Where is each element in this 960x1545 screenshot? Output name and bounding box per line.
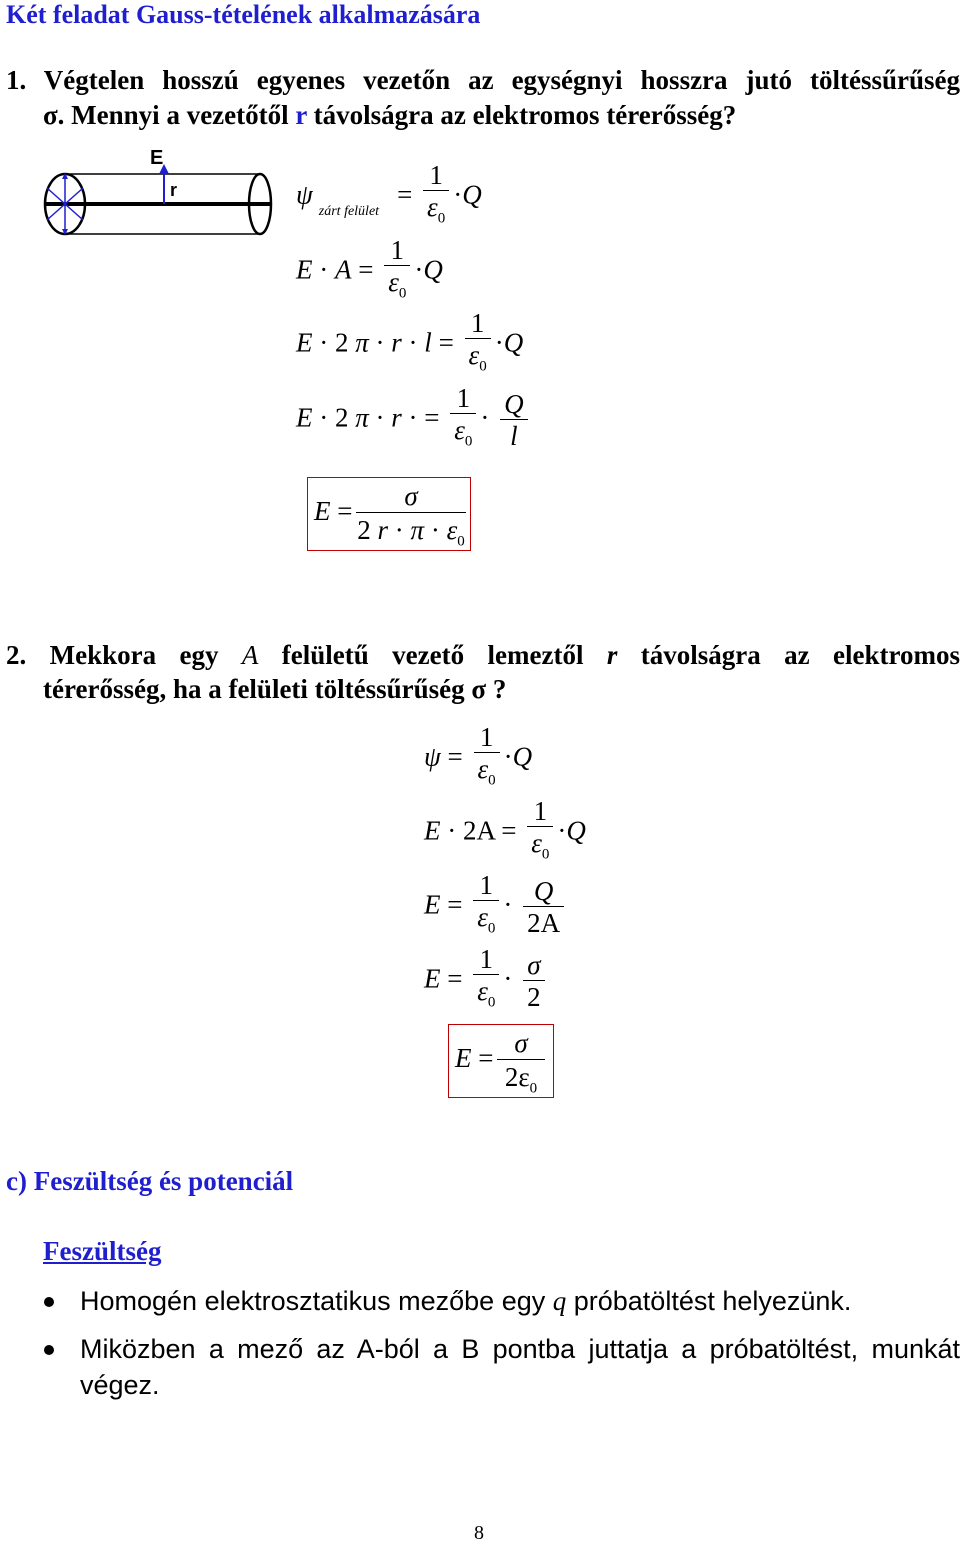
field-arrow-ur xyxy=(65,188,83,204)
problem-1-text: Végtelen hosszú egyenes vezetőn az egységnyi hosszra jutó töltéssűrűség xyxy=(43,65,960,95)
field-arrow-dr xyxy=(65,204,83,220)
frac-1-eps0: $\frac{1}{\varepsilon_0}$ xyxy=(474,722,500,796)
frac-1-eps0: $\frac{1}{\varepsilon_0}$ xyxy=(473,944,499,1018)
eq2-E-sigma2: E = $\frac{1}{\varepsilon_0}$ · $\frac{\sigma}{2}$ xyxy=(424,944,549,1018)
problem-1-line-1 xyxy=(6,63,960,97)
problem-1-number: 1. xyxy=(6,65,27,95)
subheading: Feszültség xyxy=(43,1236,162,1266)
frac-1-eps0: $\frac{1}{\varepsilon_0}$ xyxy=(473,870,499,944)
frac-1-eps0: $\frac{1}{\varepsilon_0}$ xyxy=(384,235,410,309)
frac-1-eps0: $\frac{1}{\varepsilon_0}$ xyxy=(423,160,449,234)
frac-Q-2A: $\frac{Q}{2A}$ xyxy=(523,876,564,939)
eq-E2pirl: E · 2 π · r · l = $\frac{1}{\varepsilon_0}$ ·Q xyxy=(296,308,523,382)
bullet-dot-2 xyxy=(44,1345,54,1355)
eq2-E-Q2A: E = $\frac{1}{\varepsilon_0}$ · $\frac{Q}{2A}$ xyxy=(424,870,568,944)
result-box-1: E = σ 2 $r \cdot \pi \cdot \varepsilon_0$ xyxy=(307,477,471,551)
label-E: E xyxy=(150,147,164,169)
frac-sigma-2: $\frac{\sigma}{2}$ xyxy=(523,950,545,1013)
section-heading: c) Feszültség és potenciál xyxy=(6,1166,294,1196)
variable-r: r xyxy=(295,100,307,130)
field-arrow-dl xyxy=(47,204,65,220)
bullet-2-line-1: Miközben a mező az A-ból a B pontba juttatja a próbatöltést, munkát xyxy=(80,1334,960,1364)
frac-1-eps0: $\frac{1}{\varepsilon_0}$ xyxy=(527,796,553,870)
eq2-E2A: E · 2A = $\frac{1}{\varepsilon_0}$ ·Q xyxy=(424,796,586,870)
eq-EA: E · A = $\frac{1}{\varepsilon_0}$ ·Q xyxy=(296,235,443,309)
label-r: r xyxy=(170,180,178,200)
bullet-1: Homogén elektrosztatikus mezőbe egy q próbatöltést helyezünk. xyxy=(80,1286,852,1316)
frac-1-eps0: $\frac{1}{\varepsilon_0}$ xyxy=(465,308,491,382)
bullet-dot-1 xyxy=(44,1297,54,1307)
problem-2-line-1: 2. Mekkora egy A felületű vezető lemeztől r távolságra az elektromos xyxy=(6,640,960,670)
problem-2-line-2: térerősség, ha a felületi töltéssűrűség σ ? xyxy=(43,674,507,704)
bullet-2-line-2: végez. xyxy=(80,1370,160,1400)
eq-E2pir: E · 2 π · r · = $\frac{1}{\varepsilon_0}$ · $\frac{Q}{l}$ xyxy=(296,383,532,457)
cylinder-figure xyxy=(38,146,274,240)
page-title: Két feladat Gauss-tételének alkalmazására xyxy=(6,0,481,29)
field-arrow-ul xyxy=(47,188,65,204)
result-box-2: E = σ $2\varepsilon_0$ xyxy=(448,1024,554,1098)
eq-gauss-law-1: $\psi_{zárt felület}=$ $\frac{1}{\varepsilon_0}$ ·Q xyxy=(296,160,482,234)
frac-Q-l: $\frac{Q}{l}$ xyxy=(500,389,528,452)
page-number: 8 xyxy=(474,1522,484,1544)
eq2-gauss: ψ = $\frac{1}{\varepsilon_0}$ ·Q xyxy=(424,722,532,796)
frac-1-eps0: $\frac{1}{\varepsilon_0}$ xyxy=(450,383,476,457)
problem-1-line-2: σ. Mennyi a vezetőtől r távolságra az elektromos térerősség? xyxy=(43,100,737,130)
cylinder-diagram xyxy=(38,146,274,240)
